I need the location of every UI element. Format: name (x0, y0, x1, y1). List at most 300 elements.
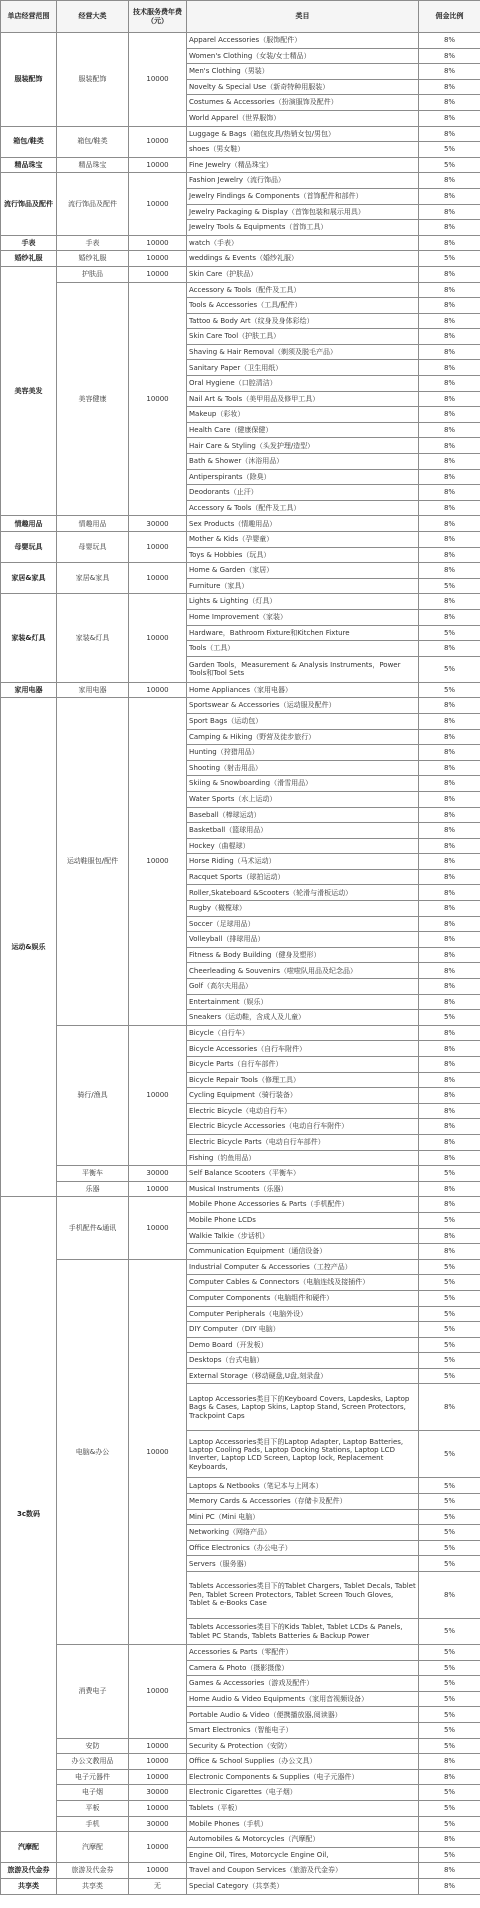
item-cell: Antiperspirants（除臭） (187, 469, 419, 485)
item-cell: Computer Components（电脑组件和硬件） (187, 1290, 419, 1306)
item-cell: Laptop Accessories类目下的Keyboard Covers, Lapdesks, Laptop Bags & Cases, Laptop Skins, Laptop Stand, Screen Protectors, Trackpoint Caps (187, 1384, 419, 1431)
table-row (1, 282, 480, 298)
item-cell: Sneakers（运动鞋，含成人及儿童） (187, 1010, 419, 1026)
item-cell: Garden Tools，Measurement & Analysis Instruments，Power Tools和Tool Sets (187, 656, 419, 682)
rate-cell: 8% (419, 1088, 480, 1104)
rate-cell: 8% (419, 532, 480, 548)
item-cell: Fine Jewelry（精品珠宝） (187, 157, 419, 173)
item-cell: Electric Bicycle Parts（电动自行车部件） (187, 1134, 419, 1150)
scope-cell: 母婴玩具 (1, 532, 57, 563)
rate-cell: 5% (419, 1847, 480, 1863)
header-fee: 技术服务费年费（元） (129, 1, 187, 33)
item-cell: Sport Bags（运动包） (187, 713, 419, 729)
rate-cell: 8% (419, 1134, 480, 1150)
item-cell: Luggage & Bags（箱包皮具/热销女包/男包） (187, 126, 419, 142)
rate-cell: 5% (419, 1660, 480, 1676)
rate-cell: 5% (419, 1290, 480, 1306)
item-cell: Basketball（篮球用品） (187, 823, 419, 839)
item-cell: Musical Instruments（乐器） (187, 1181, 419, 1197)
rate-cell: 8% (419, 963, 480, 979)
item-cell: Camera & Photo（摄影摄像） (187, 1660, 419, 1676)
item-cell: Skin Care Tool（护肤工具） (187, 329, 419, 345)
rate-cell: 8% (419, 1244, 480, 1260)
fee-cell: 10000 (129, 1025, 187, 1165)
item-cell: Makeup（彩妆） (187, 407, 419, 423)
rate-cell: 5% (419, 1306, 480, 1322)
item-cell: Golf（高尔夫用品） (187, 979, 419, 995)
table-row (1, 594, 480, 610)
item-cell: Home Audio & Video Equipments（家用音视频设备） (187, 1691, 419, 1707)
item-cell: Mini PC（Mini 电脑） (187, 1509, 419, 1525)
item-cell: weddings & Events（婚纱礼服） (187, 251, 419, 267)
item-cell: Computer Peripherals（电脑外设） (187, 1306, 419, 1322)
rate-cell: 8% (419, 1057, 480, 1073)
item-cell: Hunting（狩猎用品） (187, 745, 419, 761)
scope-cell: 家用电器 (1, 682, 57, 698)
rate-cell: 8% (419, 869, 480, 885)
category-cell: 手机 (57, 1816, 129, 1832)
rate-cell: 8% (419, 282, 480, 298)
rate-cell: 8% (419, 1025, 480, 1041)
rate-cell: 5% (419, 1645, 480, 1661)
rate-cell: 8% (419, 1150, 480, 1166)
rate-cell: 8% (419, 885, 480, 901)
item-cell: Accessory & Tools（配件及工具） (187, 500, 419, 516)
rate-cell: 5% (419, 1494, 480, 1510)
category-cell: 婚纱礼服 (57, 251, 129, 267)
rate-cell: 8% (419, 126, 480, 142)
rate-cell: 8% (419, 407, 480, 423)
table-row (1, 1754, 480, 1770)
item-cell: Cheerleading & Souvenirs（啦啦队用品及纪念品） (187, 963, 419, 979)
item-cell: Mobile Phone Accessories & Parts（手机配件） (187, 1197, 419, 1213)
item-cell: Water Sports（水上运动） (187, 791, 419, 807)
rate-cell: 5% (419, 1738, 480, 1754)
item-cell: Home Appliances（家用电器） (187, 682, 419, 698)
item-cell: Deodorants（止汗） (187, 485, 419, 501)
item-cell: watch（手表） (187, 235, 419, 251)
rate-cell: 5% (419, 625, 480, 641)
rate-cell: 5% (419, 1431, 480, 1478)
rate-cell: 8% (419, 838, 480, 854)
item-cell: Fashion Jewelry（流行饰品） (187, 173, 419, 189)
rate-cell: 8% (419, 760, 480, 776)
table-row (1, 33, 480, 49)
rate-cell: 8% (419, 1769, 480, 1785)
scope-cell: 家装&灯具 (1, 594, 57, 682)
category-cell: 手机配件&通讯 (57, 1197, 129, 1259)
rate-cell: 5% (419, 1691, 480, 1707)
fee-cell: 无 (129, 1878, 187, 1894)
rate-cell: 8% (419, 791, 480, 807)
header-row (1, 1, 480, 33)
rate-cell: 5% (419, 656, 480, 682)
item-cell: Mother & Kids（孕婴童） (187, 532, 419, 548)
item-cell: Novelty & Special Use（新奇特种用服装） (187, 79, 419, 95)
rate-cell: 5% (419, 1275, 480, 1291)
rate-cell: 8% (419, 854, 480, 870)
table-row (1, 266, 480, 282)
item-cell: Tools & Accessories（工具/配件） (187, 298, 419, 314)
scope-cell: 情趣用品 (1, 516, 57, 532)
fee-cell: 10000 (129, 157, 187, 173)
category-cell: 汽摩配 (57, 1832, 129, 1863)
category-cell: 安防 (57, 1738, 129, 1754)
item-cell: Tablets Accessories类目下的Kids Tablet, Tablet LCDs & Panels, Tablet PC Stands, Tablets Batteries & Backup Power (187, 1619, 419, 1645)
fee-cell: 10000 (129, 33, 187, 127)
rate-cell: 8% (419, 422, 480, 438)
item-cell: Cycling Equipment（骑行装备） (187, 1088, 419, 1104)
rate-cell: 8% (419, 729, 480, 745)
item-cell: Bicycle Accessories（自行车附件） (187, 1041, 419, 1057)
rate-cell: 5% (419, 251, 480, 267)
scope-cell: 箱包/鞋类 (1, 126, 57, 157)
rate-cell: 8% (419, 1754, 480, 1770)
item-cell: Tattoo & Body Art（纹身及身体彩绘） (187, 313, 419, 329)
fee-cell: 10000 (129, 282, 187, 516)
header-scope: 单店经营范围 (1, 1, 57, 33)
rate-cell: 8% (419, 1181, 480, 1197)
item-cell: Volleyball（排球用品） (187, 932, 419, 948)
rate-cell: 5% (419, 578, 480, 594)
item-cell: Sportswear & Accessories（运动服及配件） (187, 698, 419, 714)
item-cell: DIY Computer（DIY 电脑） (187, 1322, 419, 1338)
item-cell: Memory Cards & Accessories（存储卡及配件） (187, 1494, 419, 1510)
category-cell: 家居&家具 (57, 563, 129, 594)
rate-cell: 8% (419, 547, 480, 563)
category-cell: 消费电子 (57, 1645, 129, 1739)
rate-cell: 8% (419, 594, 480, 610)
table-row (1, 1769, 480, 1785)
table-row (1, 1197, 480, 1213)
rate-cell: 8% (419, 979, 480, 995)
fee-cell: 10000 (129, 1645, 187, 1739)
table-row (1, 532, 480, 548)
item-cell: Laptops & Netbooks（笔记本与上网本） (187, 1478, 419, 1494)
item-cell: Sex Products（情趣用品） (187, 516, 419, 532)
category-cell: 乐器 (57, 1181, 129, 1197)
table-row (1, 1800, 480, 1816)
rate-cell: 8% (419, 1832, 480, 1848)
table-row (1, 1645, 480, 1661)
rate-cell: 8% (419, 1572, 480, 1619)
table-row (1, 1166, 480, 1182)
rate-cell: 8% (419, 33, 480, 49)
item-cell: Shooting（射击用品） (187, 760, 419, 776)
fee-cell: 10000 (129, 682, 187, 698)
rate-cell: 8% (419, 563, 480, 579)
category-cell: 电脑&办公 (57, 1259, 129, 1644)
table-body (1, 33, 480, 1895)
table-row (1, 251, 480, 267)
rate-cell: 5% (419, 1540, 480, 1556)
rate-cell: 8% (419, 516, 480, 532)
item-cell: Fishing（钓鱼用品） (187, 1150, 419, 1166)
item-cell: Self Balance Scooters（平衡车） (187, 1166, 419, 1182)
category-cell: 运动鞋服包/配件 (57, 698, 129, 1025)
category-cell: 护肤品 (57, 266, 129, 282)
rate-cell: 8% (419, 110, 480, 126)
table-row (1, 173, 480, 189)
item-cell: Networking（网络产品） (187, 1525, 419, 1541)
category-cell: 精品珠宝 (57, 157, 129, 173)
rate-cell: 5% (419, 1525, 480, 1541)
item-cell: Roller,Skateboard &Scooters（轮滑与滑板运动） (187, 885, 419, 901)
item-cell: Special Category（共享类） (187, 1878, 419, 1894)
item-cell: Fitness & Body Building（健身及塑形） (187, 947, 419, 963)
item-cell: Electric Bicycle（电动自行车） (187, 1103, 419, 1119)
scope-cell: 手表 (1, 235, 57, 251)
item-cell: Electronic Components & Supplies（电子元器件） (187, 1769, 419, 1785)
item-cell: Walkie Talkie（步话机） (187, 1228, 419, 1244)
scope-cell: 婚纱礼服 (1, 251, 57, 267)
item-cell: Portable Audio & Video（便携播放器,阅读器） (187, 1707, 419, 1723)
table-row (1, 698, 480, 714)
rate-cell: 5% (419, 1259, 480, 1275)
fee-cell: 10000 (129, 1800, 187, 1816)
item-cell: Smart Electronics（智能电子） (187, 1723, 419, 1739)
category-cell: 电子烟 (57, 1785, 129, 1801)
item-cell: Hockey（曲棍球） (187, 838, 419, 854)
table-row (1, 1816, 480, 1832)
rate-cell: 8% (419, 609, 480, 625)
rate-cell: 8% (419, 344, 480, 360)
item-cell: World Apparel（世界服饰） (187, 110, 419, 126)
table-row (1, 126, 480, 142)
rate-cell: 5% (419, 682, 480, 698)
category-cell: 美容健康 (57, 282, 129, 516)
rate-cell: 5% (419, 1212, 480, 1228)
rate-cell: 8% (419, 698, 480, 714)
fee-cell: 10000 (129, 563, 187, 594)
scope-cell: 服装配饰 (1, 33, 57, 127)
item-cell: Security & Protection（安防） (187, 1738, 419, 1754)
rate-cell: 8% (419, 823, 480, 839)
item-cell: Jewelry Tools & Equipments（首饰工具） (187, 220, 419, 236)
fee-cell: 10000 (129, 251, 187, 267)
rate-cell: 5% (419, 157, 480, 173)
fee-cell: 10000 (129, 1738, 187, 1754)
table-row (1, 235, 480, 251)
rate-cell: 8% (419, 266, 480, 282)
item-cell: Office Electronics（办公电子） (187, 1540, 419, 1556)
fee-cell: 10000 (129, 1832, 187, 1863)
rate-cell: 8% (419, 391, 480, 407)
table-row (1, 1785, 480, 1801)
category-cell: 家装&灯具 (57, 594, 129, 682)
scope-cell: 共享类 (1, 1878, 57, 1894)
item-cell: Shaving & Hair Removal（剃须及脱毛产品） (187, 344, 419, 360)
category-cell: 办公文教用品 (57, 1754, 129, 1770)
rate-cell: 5% (419, 1509, 480, 1525)
fee-cell: 10000 (129, 126, 187, 157)
rate-cell: 8% (419, 1863, 480, 1879)
rate-cell: 8% (419, 641, 480, 657)
item-cell: Baseball（棒球运动） (187, 807, 419, 823)
item-cell: Mobile Phone LCDs (187, 1212, 419, 1228)
item-cell: Soccer（足球用品） (187, 916, 419, 932)
rate-cell: 8% (419, 1119, 480, 1135)
rate-cell: 8% (419, 1228, 480, 1244)
fee-cell: 30000 (129, 1785, 187, 1801)
header-item: 类目 (187, 1, 419, 33)
rate-cell: 8% (419, 298, 480, 314)
table-row (1, 1738, 480, 1754)
table-row (1, 1863, 480, 1879)
item-cell: Skiing & Snowboarding（滑雪用品） (187, 776, 419, 792)
rate-cell: 8% (419, 79, 480, 95)
item-cell: Sanitary Paper（卫生用纸） (187, 360, 419, 376)
table-row (1, 1181, 480, 1197)
item-cell: Jewelry Packaging & Display（首饰包装和展示用具） (187, 204, 419, 220)
item-cell: Entertainment（娱乐） (187, 994, 419, 1010)
rate-cell: 5% (419, 1707, 480, 1723)
rate-cell: 8% (419, 807, 480, 823)
item-cell: Furniture（家具） (187, 578, 419, 594)
item-cell: shoes（男女鞋） (187, 142, 419, 158)
item-cell: Oral Hygiene（口腔清洁） (187, 376, 419, 392)
table-row (1, 1832, 480, 1848)
rate-cell: 5% (419, 142, 480, 158)
rate-cell: 8% (419, 220, 480, 236)
rate-cell: 8% (419, 454, 480, 470)
item-cell: Rugby（橄榄球） (187, 901, 419, 917)
rate-cell: 8% (419, 64, 480, 80)
item-cell: Servers（服务器） (187, 1556, 419, 1572)
scope-cell: 运动&娱乐 (1, 698, 57, 1197)
item-cell: Electronic Cigarettes（电子烟） (187, 1785, 419, 1801)
rate-cell: 5% (419, 1816, 480, 1832)
rate-cell: 8% (419, 1197, 480, 1213)
category-cell: 箱包/鞋类 (57, 126, 129, 157)
table-row (1, 157, 480, 173)
scope-cell: 汽摩配 (1, 1832, 57, 1863)
category-cell: 电子元器件 (57, 1769, 129, 1785)
rate-cell: 8% (419, 188, 480, 204)
rate-cell: 8% (419, 360, 480, 376)
rate-cell: 8% (419, 95, 480, 111)
category-cell: 平板 (57, 1800, 129, 1816)
item-cell: Office & School Supplies（办公文具） (187, 1754, 419, 1770)
rate-cell: 5% (419, 1368, 480, 1384)
fee-cell: 10000 (129, 1863, 187, 1879)
item-cell: Bicycle Parts（自行车部件） (187, 1057, 419, 1073)
category-cell: 骑行/渔具 (57, 1025, 129, 1165)
fee-cell: 10000 (129, 532, 187, 563)
item-cell: Home & Garden（家居） (187, 563, 419, 579)
rate-cell: 8% (419, 485, 480, 501)
rate-cell: 8% (419, 1878, 480, 1894)
scope-cell: 3c数码 (1, 1197, 57, 1832)
header-category: 经营大类 (57, 1, 129, 33)
rate-cell: 8% (419, 994, 480, 1010)
rate-cell: 5% (419, 1800, 480, 1816)
fee-cell: 10000 (129, 173, 187, 235)
rate-cell: 5% (419, 1676, 480, 1692)
rate-cell: 8% (419, 469, 480, 485)
rate-cell: 8% (419, 235, 480, 251)
fee-cell: 10000 (129, 1769, 187, 1785)
item-cell: Racquet Sports（球拍运动） (187, 869, 419, 885)
table-row (1, 1878, 480, 1894)
table-row (1, 1259, 480, 1275)
rate-cell: 5% (419, 1478, 480, 1494)
rate-cell: 8% (419, 173, 480, 189)
rate-cell: 8% (419, 313, 480, 329)
rate-cell: 5% (419, 1166, 480, 1182)
category-cell: 共享类 (57, 1878, 129, 1894)
rate-cell: 5% (419, 1723, 480, 1739)
category-cell: 母婴玩具 (57, 532, 129, 563)
rate-cell: 8% (419, 438, 480, 454)
table-row (1, 563, 480, 579)
item-cell: Automobiles & Motorcycles（汽摩配） (187, 1832, 419, 1848)
category-cell: 服装配饰 (57, 33, 129, 127)
item-cell: Hardware，Bathroom Fixture和Kitchen Fixture (187, 625, 419, 641)
item-cell: Accessory & Tools（配件及工具） (187, 282, 419, 298)
item-cell: Desktops（台式电脑） (187, 1353, 419, 1369)
item-cell: Laptop Accessories类目下的Laptop Adapter, Laptop Batteries, Laptop Cooling Pads, Laptop Docking Stations, Laptop LCD Inverter, Laptop LCD Screen, Laptop lock, Replacement Keyboards, (187, 1431, 419, 1478)
item-cell: Nail Art & Tools（美甲用品及修甲工具） (187, 391, 419, 407)
item-cell: Lights & Lighting（灯具） (187, 594, 419, 610)
rate-cell: 8% (419, 500, 480, 516)
table-row (1, 516, 480, 532)
fee-cell: 10000 (129, 235, 187, 251)
item-cell: Bath & Shower（沐浴用品） (187, 454, 419, 470)
scope-cell: 旅游及代金券 (1, 1863, 57, 1879)
item-cell: Accessories & Parts（零配件） (187, 1645, 419, 1661)
category-cell: 家用电器 (57, 682, 129, 698)
fee-cell: 30000 (129, 1166, 187, 1182)
category-cell: 平衡车 (57, 1166, 129, 1182)
item-cell: Games & Accessories（游戏及配件） (187, 1676, 419, 1692)
item-cell: Toys & Hobbies（玩具） (187, 547, 419, 563)
item-cell: Home Improvement（家装） (187, 609, 419, 625)
fee-cell: 30000 (129, 1816, 187, 1832)
item-cell: Hair Care & Styling（头发护理/造型） (187, 438, 419, 454)
rate-cell: 5% (419, 1619, 480, 1645)
rate-cell: 8% (419, 932, 480, 948)
category-cell: 情趣用品 (57, 516, 129, 532)
scope-cell: 精品珠宝 (1, 157, 57, 173)
item-cell: Industrial Computer & Accessories（工控产品） (187, 1259, 419, 1275)
item-cell: Horse Riding（马术运动） (187, 854, 419, 870)
rate-cell: 5% (419, 1785, 480, 1801)
fee-cell: 10000 (129, 698, 187, 1025)
item-cell: Men's Clothing（男装） (187, 64, 419, 80)
category-cell: 流行饰品及配件 (57, 173, 129, 235)
rate-cell: 8% (419, 776, 480, 792)
item-cell: Bicycle Repair Tools（修理工具） (187, 1072, 419, 1088)
item-cell: Communication Equipment（通信设备） (187, 1244, 419, 1260)
rate-cell: 8% (419, 713, 480, 729)
scope-cell: 家居&家具 (1, 563, 57, 594)
rate-cell: 8% (419, 1072, 480, 1088)
scope-cell: 流行饰品及配件 (1, 173, 57, 235)
table-row (1, 1025, 480, 1041)
category-cell: 手表 (57, 235, 129, 251)
item-cell: Tablets Accessories类目下的Tablet Chargers, Tablet Decals, Tablet Pen, Tablet Screen Protectors, Tablet Screen Touch Gloves, Tablet & e-Books Case (187, 1572, 419, 1619)
rate-cell: 5% (419, 1556, 480, 1572)
rate-cell: 8% (419, 329, 480, 345)
item-cell: Computer Cables & Connectors（电脑连线及接插件） (187, 1275, 419, 1291)
fee-cell: 10000 (129, 1754, 187, 1770)
rate-cell: 8% (419, 745, 480, 761)
item-cell: Engine Oil, Tires, Motorcycle Engine Oil, (187, 1847, 419, 1863)
rate-cell: 5% (419, 1353, 480, 1369)
item-cell: External Storage（移动硬盘,U盘,刻录盘） (187, 1368, 419, 1384)
item-cell: Women's Clothing（女装/女士精品） (187, 48, 419, 64)
